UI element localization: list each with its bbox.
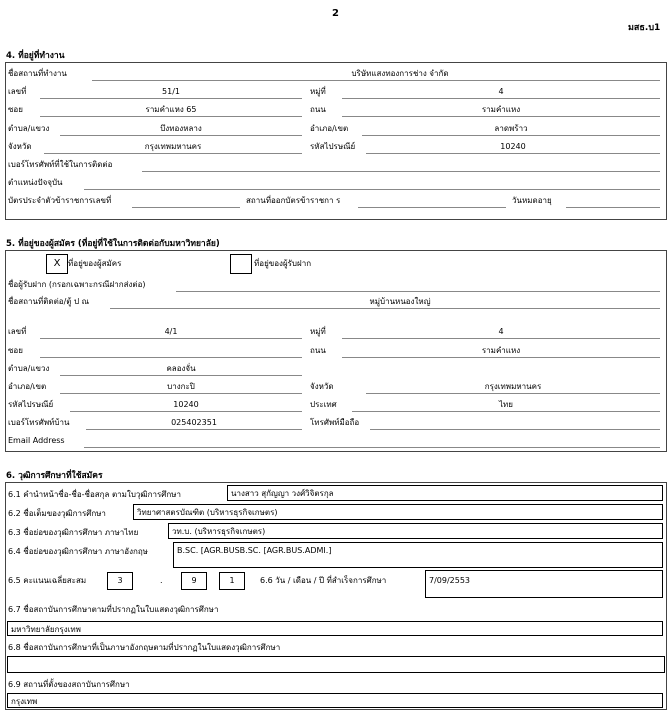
q66-label: 6.6 วัน / เดือน / ปี ที่สำเร็จการศึกษา <box>260 576 387 585</box>
applicant-moo-field[interactable]: 4 <box>498 327 504 336</box>
soi-field[interactable]: รามคำแหง 65 <box>145 105 197 114</box>
applicant-postcode-field[interactable]: 10240 <box>173 400 199 409</box>
gpa-digit-2[interactable]: 9 <box>181 572 207 590</box>
applicant-province-field[interactable]: กรุงเทพมหานคร <box>484 382 542 391</box>
postcode-label: รหัสไปรษณีย์ <box>310 142 356 151</box>
section-4-title: 4. ที่อยู่ที่ทำงาน <box>6 51 65 61</box>
moo-field[interactable]: 4 <box>498 87 504 96</box>
degree-abbr-th-field[interactable]: วท.บ. (บริหารธุรกิจเกษตร) <box>168 523 663 539</box>
full-name-field[interactable]: นางสาว สุกัญญา วงศ์วิจิตรกุล <box>227 485 663 501</box>
civil-card-label: บัตรประจำตัวข้าราชการเลขที่ <box>8 196 112 205</box>
recipient-name-label: ชื่อผู้รับฝาก (กรอกเฉพาะกรณีฝากส่งต่อ) <box>8 280 146 289</box>
applicant-address-checkbox[interactable]: X <box>46 254 68 274</box>
mobile-label: โทรศัพท์มือถือ <box>310 418 360 427</box>
gpa-decimal-point: . <box>160 576 163 585</box>
applicant-subdistrict-field[interactable]: คลองจั่น <box>166 364 196 373</box>
q68-label: 6.8 ชื่อสถาบันการศึกษาที่เป็นภาษาอังกฤษตามที่ปรากฏในใบแสดงวุฒิการศึกษา <box>8 643 281 652</box>
province-field[interactable]: กรุงเทพมหานคร <box>144 142 202 151</box>
recipient-address-option: ที่อยู่ของผู้รับฝาก <box>254 259 312 268</box>
workplace-name-field[interactable]: บริษัทแสงทองการช่าง จำกัด <box>351 69 449 78</box>
subdistrict-label: ตำบล/แขวง <box>8 124 50 133</box>
soi-label: ซอย <box>8 105 23 114</box>
contact-place-label: ชื่อสถานที่ติดต่อ/ตู้ ป ณ <box>8 297 90 306</box>
road-field[interactable]: รามคำแหง <box>481 105 521 114</box>
q63-label: 6.3 ชื่อย่อของวุฒิการศึกษา ภาษาไทย <box>8 528 139 537</box>
applicant-road-label: ถนน <box>310 346 326 355</box>
q65-label: 6.5 คะแนนเฉลี่ยสะสม <box>8 576 87 585</box>
applicant-road-field[interactable]: รามคำแหง <box>481 346 521 355</box>
workplace-name-label: ชื่อสถานที่ทำงาน <box>8 69 67 78</box>
home-phone-field[interactable]: 025402351 <box>171 418 217 427</box>
graduation-date-field[interactable]: 7/09/2553 <box>425 570 663 598</box>
applicant-address-option: ที่อยู่ของผู้สมัคร <box>68 259 122 268</box>
q67-label: 6.7 ชื่อสถาบันการศึกษาตามที่ปรากฏในใบแสดงวุฒิการศึกษา <box>8 605 219 614</box>
district-label: อำเภอ/เขต <box>310 124 349 133</box>
q64-label: 6.4 ชื่อย่อของวุฒิการศึกษา ภาษาอังกฤษ <box>8 547 148 556</box>
country-label: ประเทศ <box>310 400 337 409</box>
work-phone-label: เบอร์โทรศัพท์ที่ใช้ในการติดต่อ <box>8 160 113 169</box>
applicant-province-label: จังหวัด <box>310 382 334 391</box>
institution-location-field[interactable]: กรุงเทพ <box>7 693 663 708</box>
home-phone-label: เบอร์โทรศัพท์บ้าน <box>8 418 70 427</box>
form-code: มสธ.บ1 <box>628 23 661 33</box>
degree-abbr-en-field[interactable]: B.SC. [AGR.BUSB.SC. [AGR.BUS.ADMI.] <box>173 542 663 568</box>
degree-full-name-field[interactable]: วิทยาศาสตรบัณฑิต (บริหารธุรกิจเกษตร) <box>133 504 663 520</box>
email-label: Email Address <box>8 436 65 445</box>
institution-name-field[interactable]: มหาวิทยาลัยกรุงเทพ <box>7 621 663 636</box>
applicant-soi-label: ซอย <box>8 346 23 355</box>
country-field[interactable]: ไทย <box>499 400 513 409</box>
position-label: ตำแหน่งปัจจุบัน <box>8 178 63 187</box>
institution-name-en-field[interactable] <box>7 656 665 673</box>
province-label: จังหวัด <box>8 142 32 151</box>
applicant-moo-label: หมู่ที่ <box>310 327 326 336</box>
gpa-digit-1[interactable]: 3 <box>107 572 133 590</box>
applicant-subdistrict-label: ตำบล/แขวง <box>8 364 50 373</box>
house-no-label: เลขที่ <box>8 87 27 96</box>
q62-label: 6.2 ชื่อเต็มของวุฒิการศึกษา <box>8 509 106 518</box>
recipient-address-checkbox[interactable] <box>230 254 252 274</box>
gpa-digit-3[interactable]: 1 <box>219 572 245 590</box>
applicant-house-no-label: เลขที่ <box>8 327 27 336</box>
applicant-house-no-field[interactable]: 4/1 <box>164 327 178 336</box>
applicant-district-label: อำเภอ/เขต <box>8 382 47 391</box>
q61-label: 6.1 คำนำหน้าชื่อ-ชื่อ-ชื่อสกุล ตามใบวุฒิการศึกษา <box>8 490 181 499</box>
road-label: ถนน <box>310 105 326 114</box>
card-issuer-label: สถานที่ออกบัตรข้าราชกา ร <box>246 196 341 205</box>
section-5-title: 5. ที่อยู่ของผู้สมัคร (ที่อยู่ที่ใช้ในการติดต่อกับมหาวิทยาลัย) <box>6 239 220 249</box>
postcode-field[interactable]: 10240 <box>500 142 526 151</box>
section-6-title: 6. วุฒิการศึกษาที่ใช้สมัคร <box>6 471 103 481</box>
contact-place-field[interactable]: หมู่บ้านหนองใหญ่ <box>369 297 431 306</box>
moo-label: หมู่ที่ <box>310 87 326 96</box>
applicant-district-field[interactable]: บางกะปิ <box>167 382 195 391</box>
subdistrict-field[interactable]: บึงทองหลาง <box>160 124 202 133</box>
house-no-field[interactable]: 51/1 <box>162 87 180 96</box>
district-field[interactable]: ลาดพร้าว <box>494 124 528 133</box>
page-number: 2 <box>332 8 339 19</box>
applicant-postcode-label: รหัสไปรษณีย์ <box>8 400 54 409</box>
q69-label: 6.9 สถานที่ตั้งของสถาบันการศึกษา <box>8 680 130 689</box>
card-expiry-label: วันหมดอายุ <box>512 196 552 205</box>
